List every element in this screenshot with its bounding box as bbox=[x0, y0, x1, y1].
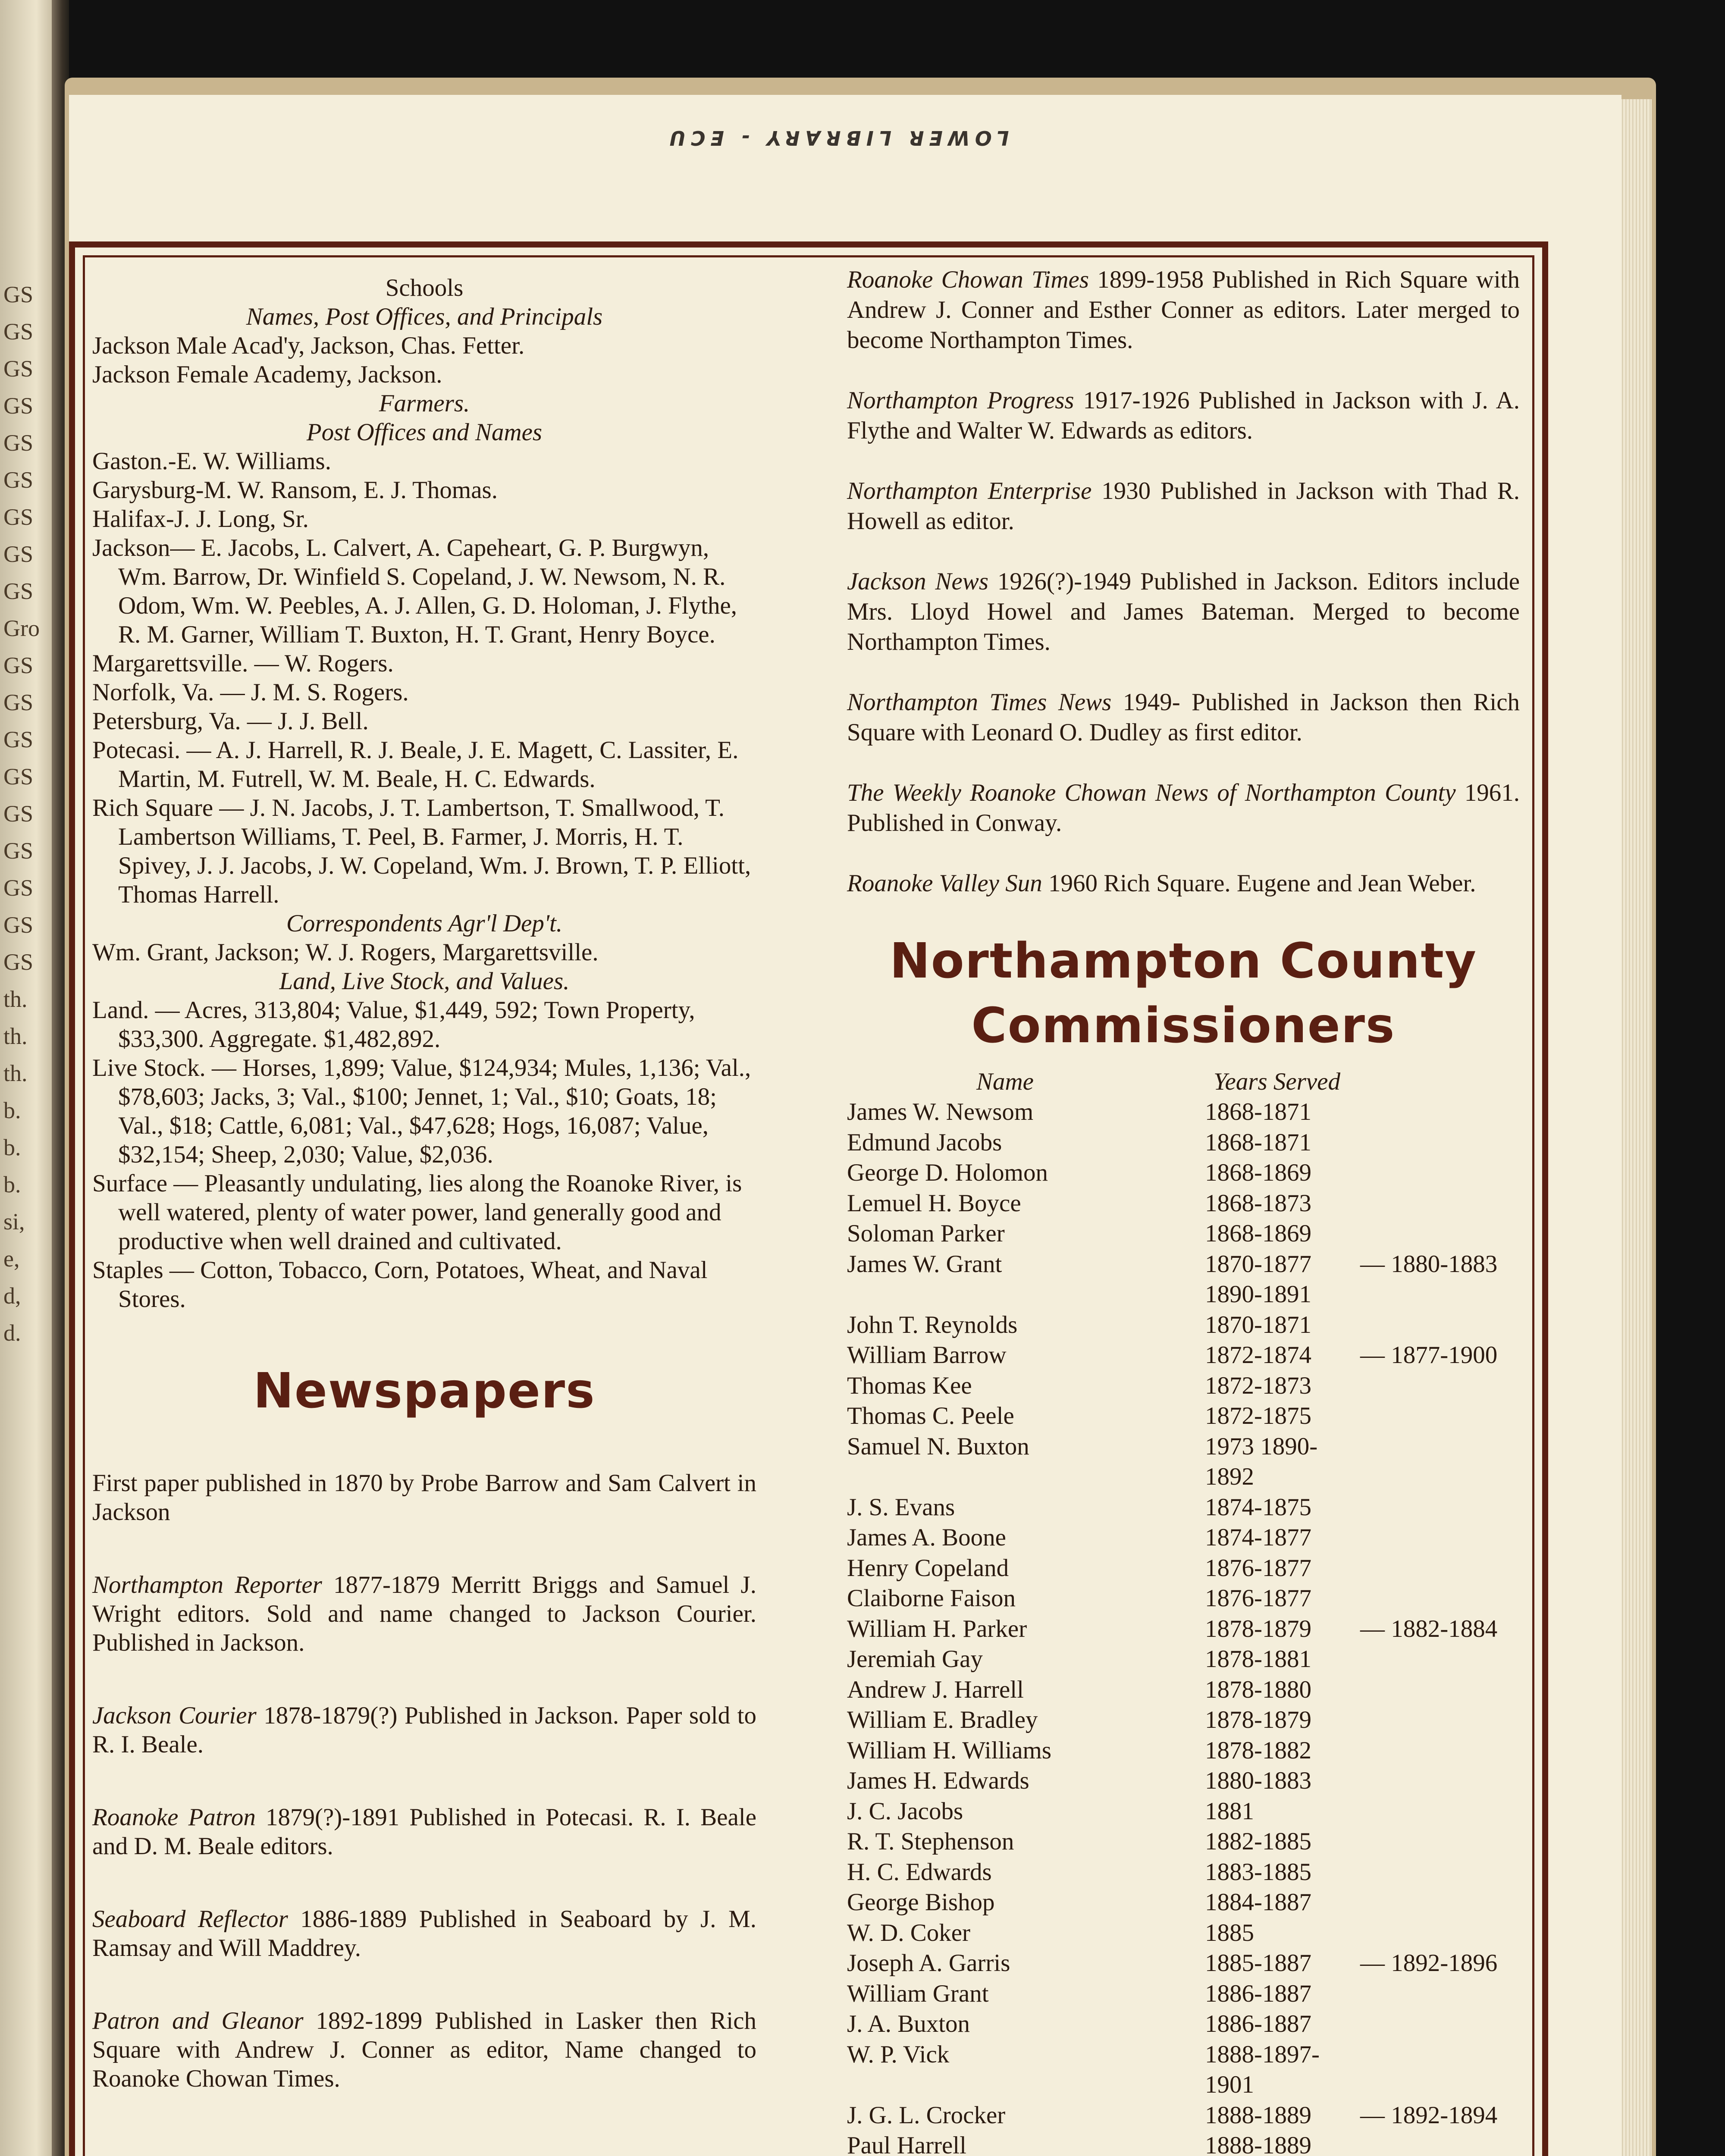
publication-text: 1926(?)-1949 Published in Jackson. Editors include Mrs. Lloyd Howel and James Bateman. Merged to become Northampton Times. bbox=[847, 568, 1520, 655]
commissioner-name: Jeremiah Gay bbox=[847, 1645, 983, 1673]
commissioner-name: William Grant bbox=[847, 1980, 989, 2007]
commissioner-name: Claiborne Faison bbox=[847, 1585, 1016, 1612]
commissioner-row bbox=[847, 1523, 1520, 1553]
page-frame bbox=[69, 241, 1548, 2156]
commissioner-name: Lemuel H. Boyce bbox=[847, 1189, 1021, 1217]
commissioner-extra-years: — 1892-1894 bbox=[1360, 2101, 1498, 2129]
commissioner-name: J. S. Evans bbox=[847, 1493, 955, 1521]
schools-list bbox=[92, 331, 756, 389]
commissioner-row bbox=[847, 1401, 1520, 1432]
commissioner-name: W. D. Coker bbox=[847, 1919, 971, 1946]
commissioner-name: W. P. Vick bbox=[847, 2040, 950, 2068]
commissioner-extra-years bbox=[1360, 1492, 1520, 1523]
publication-entry bbox=[847, 778, 1520, 838]
farmer-entry: Garysburg-M. W. Ransom, E. J. Thomas. bbox=[92, 476, 498, 504]
commissioner-years: 1888-1897-1901 bbox=[1205, 2040, 1320, 2098]
commissioner-row bbox=[847, 1432, 1520, 1492]
commissioner-name: William Barrow bbox=[847, 1341, 1007, 1369]
facing-page-fragment: GS bbox=[3, 319, 34, 345]
commissioner-extra-years bbox=[1360, 1736, 1520, 1766]
commissioner-extra-years bbox=[1360, 1887, 1520, 1918]
facing-page-fragment: GS bbox=[3, 875, 34, 901]
commissioner-row bbox=[847, 1857, 1520, 1888]
commissioner-row bbox=[847, 1219, 1520, 1249]
commissioner-name: R. T. Stephenson bbox=[847, 1828, 1014, 1855]
commissioner-row bbox=[847, 1827, 1520, 1857]
farmers-list bbox=[92, 447, 756, 909]
commissioner-row bbox=[847, 1371, 1520, 1401]
newspaper-entry bbox=[92, 1469, 756, 1526]
commissioner-years: 1868-1871 bbox=[1205, 1128, 1311, 1156]
newspaper-text: 1886-1889 Published in Seaboard by J. M. Ramsay and Will Maddrey. bbox=[92, 1905, 756, 1962]
farmer-entry: Gaston.-E. W. Williams. bbox=[92, 448, 331, 475]
commissioner-name: Edmund Jacobs bbox=[847, 1128, 1002, 1156]
commissioner-extra-years bbox=[1360, 1219, 1520, 1249]
land-title: Land, Live Stock, and Values. bbox=[279, 968, 570, 995]
newspaper-entry bbox=[92, 1803, 756, 1861]
newspaper-title: Seaboard Reflector bbox=[92, 1905, 288, 1933]
schools-subtitle: Names, Post Offices, and Principals bbox=[246, 303, 603, 330]
commissioner-extra-years bbox=[1360, 1857, 1520, 1888]
commissioners-table bbox=[847, 1067, 1520, 2156]
column-header-years: Years Served bbox=[1214, 1068, 1340, 1095]
farmers-subtitle: Post Offices and Names bbox=[306, 419, 543, 446]
publication-title: Roanoke Chowan Times bbox=[847, 266, 1089, 293]
commissioner-name: James H. Edwards bbox=[847, 1767, 1029, 1794]
commissioner-extra-years bbox=[1360, 1979, 1520, 2009]
commissioner-row bbox=[847, 1340, 1520, 1371]
facing-page-fragment: d, bbox=[3, 1283, 21, 1309]
commissioner-years: 1880-1883 bbox=[1205, 1767, 1311, 1794]
publications-list bbox=[847, 265, 1520, 899]
commissioner-years: 1870-1877 bbox=[1205, 1250, 1311, 1278]
newspaper-title: Patron and Gleanor bbox=[92, 2007, 304, 2034]
commissioner-extra-years: — 1892-1896 bbox=[1360, 1949, 1498, 1977]
commissioners-body bbox=[847, 1097, 1520, 2156]
commissioner-extra-years: — 1877-1900 bbox=[1360, 1341, 1498, 1369]
publication-title: Northampton Times News bbox=[847, 689, 1112, 716]
newspaper-text: 1879(?)-1891 Published in Potecasi. R. I. Beale and D. M. Beale editors. bbox=[92, 1804, 756, 1860]
commissioner-extra-years bbox=[1360, 2009, 1520, 2040]
commissioner-years: 1878-1879 bbox=[1205, 1615, 1311, 1642]
commissioner-name: Thomas C. Peele bbox=[847, 1402, 1014, 1429]
publication-entry bbox=[847, 476, 1520, 536]
farmer-entry: Petersburg, Va. — J. J. Bell. bbox=[92, 708, 369, 735]
land-entry: Live Stock. — Horses, 1,899; Value, $124,934; Mules, 1,136; Val., $78,603; Jacks, 3; Val., $100; Jennet, 1; Val., $10; Goats, 18; Val., $18; Cattle, 6,081; Val., $47,628; Hogs, 16,087; Value, $32,154; Sheep, 2,030; Value, $2,036. bbox=[92, 1054, 751, 1168]
commissioner-row bbox=[847, 1128, 1520, 1158]
commissioner-name: George Bishop bbox=[847, 1889, 995, 1916]
commissioner-row bbox=[847, 1279, 1520, 1310]
commissioner-name: Paul Harrell bbox=[847, 2132, 966, 2156]
commissioner-name: William H. Williams bbox=[847, 1736, 1052, 1764]
commissioner-row bbox=[847, 1948, 1520, 1979]
farmer-entry: Norfolk, Va. — J. M. S. Rogers. bbox=[92, 679, 409, 706]
library-stamp: LOWER LIBRARY - ECU bbox=[664, 126, 1009, 150]
commissioner-years: 1878-1879 bbox=[1205, 1706, 1311, 1733]
publication-text: 1949- Published in Jackson then Rich Square with Leonard O. Dudley as first editor. bbox=[847, 689, 1520, 746]
farmer-entry: Potecasi. — A. J. Harrell, R. J. Beale, J. E. Magett, C. Lassiter, E. Martin, M. Futrell, W. M. Beale, H. C. Edwards. bbox=[92, 736, 739, 793]
commissioner-name: George D. Holomon bbox=[847, 1159, 1048, 1186]
facing-page-fragment: GS bbox=[3, 504, 34, 530]
facing-page-fragment: GS bbox=[3, 764, 34, 790]
commissioner-years: 1874-1877 bbox=[1205, 1524, 1311, 1551]
facing-page-fragment: th. bbox=[3, 986, 28, 1012]
left-column bbox=[92, 273, 756, 2156]
publication-text: 1899-1958 Published in Rich Square with Andrew J. Conner and Esther Conner as editors. Later merged to become Northampton Times. bbox=[847, 266, 1520, 354]
commissioner-years: 1881 bbox=[1205, 1797, 1254, 1825]
commissioner-years: 1886-1887 bbox=[1205, 2010, 1311, 2037]
commissioner-years: 1886-1887 bbox=[1205, 1980, 1311, 2007]
commissioner-name: William E. Bradley bbox=[847, 1706, 1038, 1733]
commissioner-extra-years bbox=[1360, 1796, 1520, 1827]
commissioner-extra-years bbox=[1360, 1310, 1520, 1341]
commissioner-name: Henry Copeland bbox=[847, 1554, 1009, 1582]
commissioner-row bbox=[847, 1492, 1520, 1523]
farmer-entry: Rich Square — J. N. Jacobs, J. T. Lambertson, T. Smallwood, T. Lambertson Williams, T. Peel, B. Farmer, J. Morris, H. T. Spivey, J. J. Jacobs, J. W. Copeland, Wm. J. Brown, T. P. Elliott, Thomas Harrell. bbox=[92, 794, 751, 908]
farmer-entry: Jackson— E. Jacobs, L. Calvert, A. Capeheart, G. P. Burgwyn, Wm. Barrow, Dr. Winfield S. Copeland, J. W. Newsom, N. R. Odom, Wm. W. Peebles, A. J. Allen, G. D. Holoman, J. Flythe, R. M. Garner, William T. Buxton, H. T. Grant, Henry Boyce. bbox=[92, 534, 737, 648]
farmers-title: Farmers. bbox=[379, 390, 470, 417]
facing-page-fragment: b. bbox=[3, 1097, 21, 1123]
commissioner-name: William H. Parker bbox=[847, 1615, 1027, 1642]
farmer-entry: Halifax-J. J. Long, Sr. bbox=[92, 505, 309, 533]
commissioner-years: 1870-1871 bbox=[1205, 1311, 1311, 1338]
newspaper-title: Roanoke Patron bbox=[92, 1804, 256, 1831]
facing-page-fragment: GS bbox=[3, 727, 34, 752]
commissioner-extra-years bbox=[1360, 1432, 1520, 1492]
commissioner-years: 1882-1885 bbox=[1205, 1828, 1311, 1855]
commissioner-row bbox=[847, 1979, 1520, 2009]
commissioner-extra-years bbox=[1360, 1523, 1520, 1553]
newspaper-title: Jackson Courier bbox=[92, 1702, 257, 1729]
newspaper-entry bbox=[92, 1701, 756, 1759]
commissioner-name: James A. Boone bbox=[847, 1524, 1006, 1551]
commissioner-extra-years bbox=[1360, 1401, 1520, 1432]
publication-text: 1961. Published in Conway. bbox=[847, 779, 1520, 837]
commissioner-extra-years bbox=[1360, 1188, 1520, 1219]
commissioner-extra-years bbox=[1360, 1827, 1520, 1857]
commissioner-row bbox=[847, 1644, 1520, 1675]
publication-entry bbox=[847, 567, 1520, 657]
commissioner-extra-years bbox=[1360, 1644, 1520, 1675]
facing-page-fragment: d. bbox=[3, 1320, 21, 1346]
commissioner-extra-years bbox=[1360, 1583, 1520, 1614]
commissioner-extra-years bbox=[1360, 1371, 1520, 1401]
newspapers-list bbox=[92, 1469, 756, 2093]
newspaper-entry bbox=[92, 1570, 756, 1657]
commissioner-years: 1888-1889 bbox=[1205, 2132, 1311, 2156]
land-entry: Land. — Acres, 313,804; Value, $1,449, 592; Town Property, $33,300. Aggregate. $1,482,892. bbox=[92, 997, 695, 1053]
commissioner-extra-years bbox=[1360, 1097, 1520, 1128]
commissioner-row bbox=[847, 1188, 1520, 1219]
commissioner-name: H. C. Edwards bbox=[847, 1858, 992, 1886]
commissioner-name bbox=[847, 1279, 1205, 1310]
commissioner-name: J. G. L. Crocker bbox=[847, 2101, 1006, 2129]
school-entry: Jackson Female Academy, Jackson. bbox=[92, 361, 442, 388]
commissioner-row bbox=[847, 1705, 1520, 1736]
commissioners-heading: Northampton County Commissioners bbox=[889, 933, 1477, 1054]
facing-page-fragment: GS bbox=[3, 801, 34, 827]
facing-page bbox=[0, 0, 60, 2156]
commissioner-name: Thomas Kee bbox=[847, 1372, 972, 1399]
facing-page-fragment: GS bbox=[3, 467, 34, 493]
commissioner-extra-years bbox=[1360, 1158, 1520, 1188]
commissioner-row bbox=[847, 1796, 1520, 1827]
commissioner-years: 1890-1891 bbox=[1205, 1281, 1311, 1308]
commissioner-years: 1876-1877 bbox=[1205, 1554, 1311, 1582]
commissioner-row bbox=[847, 1249, 1520, 1280]
publication-entry bbox=[847, 687, 1520, 748]
farmer-entry: Margarettsville. — W. Rogers. bbox=[92, 650, 394, 677]
commissioner-years: 1868-1869 bbox=[1205, 1159, 1311, 1186]
facing-page-text bbox=[3, 276, 60, 1351]
commissioner-row bbox=[847, 1675, 1520, 1705]
facing-page-fragment: e, bbox=[3, 1246, 20, 1272]
commissioner-years: 1883-1885 bbox=[1205, 1858, 1311, 1886]
newspapers-heading: Newspapers bbox=[253, 1363, 596, 1419]
column-header-name: Name bbox=[976, 1068, 1034, 1095]
commissioner-name: J. C. Jacobs bbox=[847, 1797, 963, 1825]
book-page bbox=[69, 95, 1622, 2156]
facing-page-fragment: GS bbox=[3, 652, 34, 678]
commissioner-row bbox=[847, 1766, 1520, 1796]
commissioner-name: Soloman Parker bbox=[847, 1220, 1005, 1247]
commissioner-row bbox=[847, 1158, 1520, 1188]
commissioners-header-row bbox=[847, 1067, 1520, 1097]
commissioner-row bbox=[847, 2009, 1520, 2040]
commissioner-extra-years bbox=[1360, 2131, 1520, 2156]
facing-page-fragment: Gro bbox=[3, 615, 40, 641]
commissioner-years: 1874-1875 bbox=[1205, 1493, 1311, 1521]
commissioner-row bbox=[847, 1736, 1520, 1766]
newspaper-title: Northampton Reporter bbox=[92, 1571, 322, 1598]
commissioner-extra-years bbox=[1360, 1705, 1520, 1736]
commissioner-extra-years bbox=[1360, 1279, 1520, 1310]
publication-entry bbox=[847, 265, 1520, 355]
commissioner-extra-years bbox=[1360, 1766, 1520, 1796]
facing-page-fragment: GS bbox=[3, 689, 34, 715]
publication-title: Roanoke Valley Sun bbox=[847, 870, 1042, 897]
commissioner-years: 1868-1873 bbox=[1205, 1189, 1311, 1217]
commissioner-row bbox=[847, 1553, 1520, 1584]
commissioner-extra-years bbox=[1360, 2040, 1520, 2100]
newspaper-entry bbox=[92, 2006, 756, 2093]
facing-page-fragment: GS bbox=[3, 949, 34, 975]
commissioner-row bbox=[847, 1583, 1520, 1614]
publication-title: Northampton Progress bbox=[847, 387, 1074, 414]
facing-page-fragment: GS bbox=[3, 393, 34, 419]
schools-title: Schools bbox=[385, 274, 464, 301]
publication-entry bbox=[847, 868, 1520, 899]
commissioner-extra-years bbox=[1360, 1918, 1520, 1949]
commissioner-name: John T. Reynolds bbox=[847, 1311, 1018, 1338]
commissioner-row bbox=[847, 1887, 1520, 1918]
correspondents-list bbox=[92, 938, 756, 967]
commissioner-extra-years: — 1882-1884 bbox=[1360, 1615, 1498, 1642]
correspondent-entry: Wm. Grant, Jackson; W. J. Rogers, Margarettsville. bbox=[92, 939, 599, 966]
commissioner-years: 1884-1887 bbox=[1205, 1889, 1311, 1916]
publication-text: 1960 Rich Square. Eugene and Jean Weber. bbox=[1042, 870, 1476, 897]
land-entry: Staples — Cotton, Tobacco, Corn, Potatoes, Wheat, and Naval Stores. bbox=[92, 1257, 708, 1313]
commissioner-name: James W. Newsom bbox=[847, 1098, 1034, 1125]
land-list bbox=[92, 996, 756, 1313]
commissioner-years: 1868-1871 bbox=[1205, 1098, 1311, 1125]
newspaper-text: First paper published in 1870 by Probe Barrow and Sam Calvert in Jackson bbox=[92, 1470, 756, 1526]
newspaper-text: 1877-1879 Merritt Briggs and Samuel J. Wright editors. Sold and name changed to Jackson Courier. Published in Jackson. bbox=[92, 1571, 756, 1656]
school-entry: Jackson Male Acad'y, Jackson, Chas. Fetter. bbox=[92, 332, 525, 359]
commissioner-years: 1878-1880 bbox=[1205, 1676, 1311, 1703]
commissioner-name: Samuel N. Buxton bbox=[847, 1432, 1029, 1460]
commissioner-name: Joseph A. Garris bbox=[847, 1949, 1010, 1977]
newspaper-text: 1892-1899 Published in Lasker then Rich Square with Andrew J. Conner as editor, Name changed to Roanoke Chowan Times. bbox=[92, 2007, 756, 2092]
facing-page-fragment: GS bbox=[3, 838, 34, 864]
commissioner-name: Andrew J. Harrell bbox=[847, 1676, 1024, 1703]
commissioner-years: 1878-1882 bbox=[1205, 1736, 1311, 1764]
facing-page-fragment: GS bbox=[3, 912, 34, 938]
commissioner-years: 1872-1874 bbox=[1205, 1341, 1311, 1369]
commissioner-row bbox=[847, 2040, 1520, 2100]
commissioner-years: 1872-1875 bbox=[1205, 1402, 1311, 1429]
publication-entry bbox=[847, 385, 1520, 446]
facing-page-fragment: th. bbox=[3, 1023, 28, 1049]
commissioner-extra-years bbox=[1360, 1553, 1520, 1584]
commissioner-years: 1885 bbox=[1205, 1919, 1254, 1946]
facing-page-fragment: GS bbox=[3, 430, 34, 456]
commissioner-years: 1876-1877 bbox=[1205, 1585, 1311, 1612]
commissioner-row bbox=[847, 2131, 1520, 2156]
publication-text: 1930 Published in Jackson with Thad R. Howell as editor. bbox=[847, 477, 1520, 535]
commissioner-row bbox=[847, 1614, 1520, 1645]
newspaper-entry bbox=[92, 1905, 756, 1962]
commissioner-years: 1878-1881 bbox=[1205, 1645, 1311, 1673]
commissioner-row bbox=[847, 1097, 1520, 1128]
commissioner-extra-years: — 1880-1883 bbox=[1360, 1250, 1498, 1278]
commissioner-row bbox=[847, 1310, 1520, 1341]
commissioner-years: 1872-1873 bbox=[1205, 1372, 1311, 1399]
facing-page-fragment: GS bbox=[3, 282, 34, 307]
right-column bbox=[847, 265, 1520, 2156]
commissioner-years: 1868-1869 bbox=[1205, 1220, 1311, 1247]
commissioner-years: 1888-1889 bbox=[1205, 2101, 1311, 2129]
facing-page-fragment: si, bbox=[3, 1209, 25, 1235]
commissioner-years: 1973 1890-1892 bbox=[1205, 1432, 1318, 1490]
commissioner-name: J. A. Buxton bbox=[847, 2010, 970, 2037]
land-entry: Surface — Pleasantly undulating, lies along the Roanoke River, is well watered, plenty of water power, land generally good and productive when well drained and cultivated. bbox=[92, 1170, 742, 1255]
facing-page-fragment: b. bbox=[3, 1134, 21, 1160]
commissioner-years: 1885-1887 bbox=[1205, 1949, 1311, 1977]
facing-page-fragment: GS bbox=[3, 356, 34, 382]
commissioner-extra-years bbox=[1360, 1128, 1520, 1158]
commissioner-name: James W. Grant bbox=[847, 1250, 1002, 1278]
facing-page-fragment: b. bbox=[3, 1172, 21, 1197]
correspondents-title: Correspondents Agr'l Dep't. bbox=[286, 910, 563, 937]
publication-title: Northampton Enterprise bbox=[847, 477, 1092, 505]
newspaper-text: 1878-1879(?) Published in Jackson. Paper sold to R. I. Beale. bbox=[92, 1702, 756, 1758]
commissioner-extra-years bbox=[1360, 1675, 1520, 1705]
publication-text: 1917-1926 Published in Jackson with J. A. Flythe and Walter W. Edwards as editors. bbox=[847, 387, 1520, 444]
publication-title: Jackson News bbox=[847, 568, 989, 595]
commissioner-row bbox=[847, 2100, 1520, 2131]
commissioner-row bbox=[847, 1918, 1520, 1949]
publication-title: The Weekly Roanoke Chowan News of Northampton County bbox=[847, 779, 1456, 806]
facing-page-fragment: th. bbox=[3, 1060, 28, 1086]
facing-page-fragment: GS bbox=[3, 578, 34, 604]
facing-page-fragment: GS bbox=[3, 541, 34, 567]
